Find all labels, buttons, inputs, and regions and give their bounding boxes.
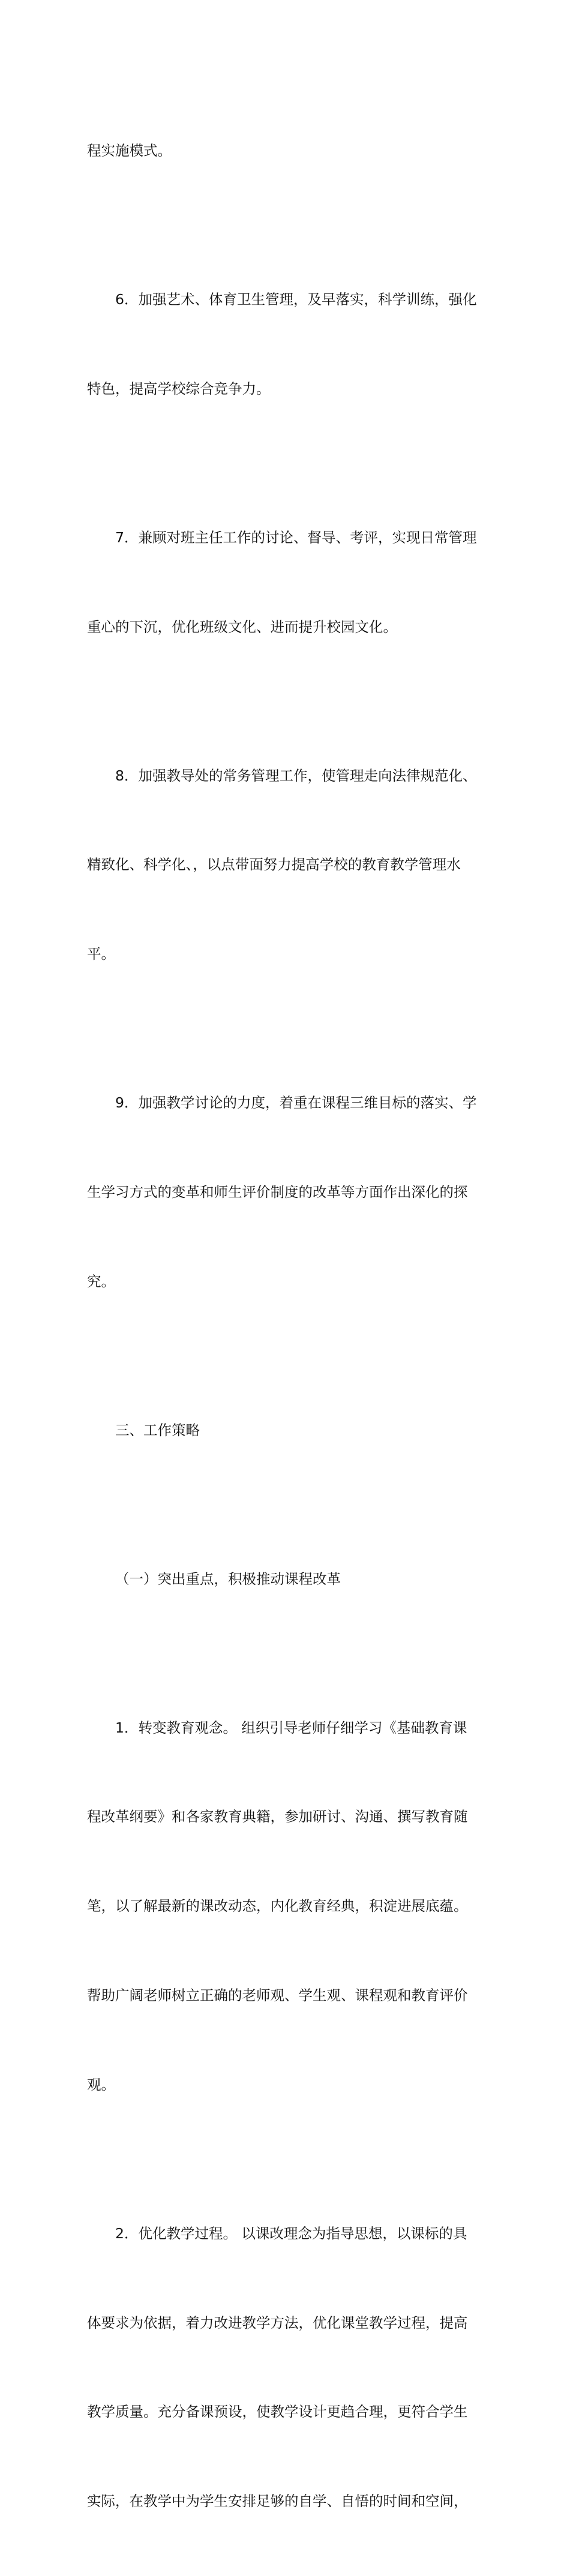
paragraph-item-8 bbox=[87, 701, 486, 1029]
text-line: 精致化、科学化、，以点带面努力提高学校的教育教学管理水 bbox=[87, 856, 461, 873]
text-line: 8．加强教导处的常务管理工作，使管理走向法律规范化、 bbox=[115, 767, 477, 784]
text-line: 笔，以了解最新的课改动态，内化教育经典，积淀进展底蕴。 bbox=[87, 1898, 468, 1915]
text-line: 1．转变教育观念。 组织引导老师仔细学习《基础教育课 bbox=[115, 1719, 467, 1736]
paragraph-item-7 bbox=[87, 464, 486, 702]
paragraph-strategy-1 bbox=[87, 1653, 486, 2159]
text-line: （一）突出重点，积极推动课程改革 bbox=[115, 1570, 341, 1587]
paragraph-strategy-2 bbox=[87, 2160, 486, 2576]
text-line: 平。 bbox=[87, 945, 115, 963]
text-line: 特色，提高学校综合竞争力。 bbox=[87, 380, 271, 397]
section-heading bbox=[87, 1356, 486, 1505]
text-line: 实际，在教学中为学生安排足够的自学、自悟的时间和空间， bbox=[87, 2493, 468, 2510]
text-line: 程实施模式。 bbox=[87, 142, 172, 160]
text-line: 帮助广阔老师树立正确的老师观、学生观、课程观和教育评价 bbox=[87, 1987, 468, 2004]
text-line: 三、工作策略 bbox=[115, 1421, 200, 1439]
subsection-heading bbox=[87, 1505, 486, 1654]
text-line: 2．优化教学过程。 以课改理念为指导思想，以课标的具 bbox=[115, 2224, 467, 2242]
paragraph-continuation bbox=[87, 77, 486, 226]
text-line: 7．兼顾对班主任工作的讨论、督导、考评，实现日常管理 bbox=[115, 529, 477, 546]
text-line: 教学质量。充分备课预设，使教学设计更趋合理，更符合学生 bbox=[87, 2403, 468, 2421]
text-line: 观。 bbox=[87, 2076, 115, 2093]
paragraph-item-9 bbox=[87, 1029, 486, 1356]
text-line: 6．加强艺术、体育卫生管理，及早落实，科学训练，强化 bbox=[115, 291, 477, 308]
text-line: 究。 bbox=[87, 1272, 115, 1290]
document-body bbox=[87, 77, 486, 2576]
text-line: 体要求为依据，着力改进教学方法，优化课堂教学过程，提高 bbox=[87, 2314, 468, 2331]
text-line: 9．加强教学讨论的力度，着重在课程三维目标的落实、学 bbox=[115, 1094, 477, 1112]
text-line: 程改革纲要》和各家教育典籍，参加研讨、沟通、撰写教育随 bbox=[87, 1808, 468, 1826]
text-line: 生学习方式的变革和师生评价制度的改革等方面作出深化的探 bbox=[87, 1183, 468, 1200]
text-line: 重心的下沉，优化班级文化、进而提升校园文化。 bbox=[87, 618, 397, 635]
paragraph-item-6 bbox=[87, 226, 486, 464]
